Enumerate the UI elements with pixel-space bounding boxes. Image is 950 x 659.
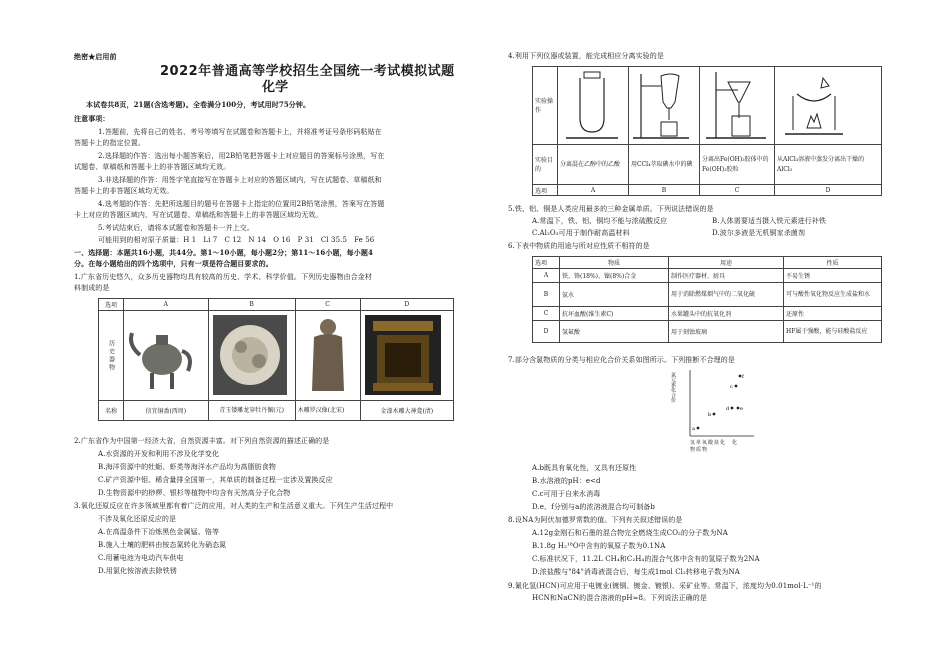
q4-purpose-b: 用CCl₄萃取碘水中的碘 bbox=[629, 145, 700, 185]
exam-info: 本试卷共8页，21题(含选考题)。全卷满分100分，考试用时75分钟。 bbox=[86, 100, 311, 109]
q7-valence-diagram bbox=[668, 366, 758, 460]
q7-option: B.水溶液的pH：e<d bbox=[532, 477, 601, 485]
q8-stem: 8.设NA为阿伏加德罗常数的值。下列有关叙述错误的是 bbox=[508, 516, 683, 524]
q6-head: 选项 bbox=[533, 257, 560, 269]
note-line: 3.非选择题的作答：用签字笔直接写在答题卡上对应的答题区域内，写在试题卷、草稿纸和 bbox=[98, 176, 382, 184]
q6-cell: C bbox=[533, 307, 560, 321]
q4-letter-d: D bbox=[775, 185, 882, 196]
q4-row-operation: 实验操作 bbox=[533, 67, 558, 145]
q4-purpose-d: 从AlCl₃溶液中蒸发分离出干燥的AlCl₃ bbox=[775, 145, 882, 185]
q7-ylabel: 氯元素化合价 bbox=[670, 372, 676, 403]
notes-title: 注意事项： bbox=[74, 114, 110, 123]
artifact-b-image bbox=[208, 311, 295, 401]
q6-head: 物质 bbox=[560, 257, 669, 269]
svg-text:e: e bbox=[740, 406, 743, 412]
q6-table bbox=[532, 256, 882, 343]
q7-xlabel: 氢单氧酸盐化 化物质物 bbox=[690, 440, 739, 453]
q1-head-c: C bbox=[295, 299, 360, 311]
artifact-c-image bbox=[295, 311, 360, 401]
svg-text:b: b bbox=[708, 412, 712, 418]
q4-letter-c: C bbox=[700, 185, 775, 196]
q2-option: B.海洋资源中的牡蛎、虾类等海洋水产品均为高脂肪食物 bbox=[98, 463, 276, 471]
q6-cell: 水果罐头中的抗氧化剂 bbox=[669, 307, 784, 321]
q4-stem: 4.利用下列仪器或装置，能完成相应分离实验的是 bbox=[508, 52, 664, 60]
q6-cell: 用于刻蚀玻璃 bbox=[669, 321, 784, 343]
subject-title: 化学 bbox=[262, 80, 289, 95]
q6-cell: A bbox=[533, 269, 560, 283]
q6-stem: 6.下表中物质的用途与所对应性质不相符的是 bbox=[508, 242, 650, 250]
q7-option: A.b既具有氧化性，又具有还原性 bbox=[532, 464, 637, 472]
q6-cell: 制作医疗器材、厨具 bbox=[669, 269, 784, 283]
note-line: 试题卷、草稿纸和答题卡上的非答题区域均无效。 bbox=[74, 163, 231, 171]
q1-table bbox=[98, 298, 454, 421]
q7-option: C.c可用于自来水消毒 bbox=[532, 490, 601, 498]
q6-head: 用途 bbox=[669, 257, 784, 269]
q1-head-a: A bbox=[124, 299, 209, 311]
q5-option: D.波尔多液是无机铜家杀菌剂 bbox=[712, 229, 805, 237]
note-line: 2.选择题的作答：选出每小题答案后，用2B铅笔把答题卡上对应题目的答案标号涂黑，写在 bbox=[98, 152, 385, 160]
artifact-a-image bbox=[124, 311, 209, 401]
artifact-c-name: 木雕罗汉像(北宋) bbox=[295, 401, 360, 421]
q8-option: B.1.8g H₂¹⁸O中含有的氧原子数为0.1NA bbox=[532, 542, 666, 550]
secret-label: 绝密★启用前 bbox=[74, 52, 117, 61]
note-line: 1.答题前，先将自己的姓名、考号等填写在试题卷和答题卡上，并将准考证号条形码粘贴在 bbox=[98, 128, 382, 136]
q8-option: A.12g金刚石和石墨的混合物完全燃烧生成CO₂的分子数为NA bbox=[532, 529, 728, 537]
svg-text:a: a bbox=[692, 426, 695, 432]
svg-text:f: f bbox=[742, 374, 744, 380]
q6-cell: 不易生锈 bbox=[784, 269, 882, 283]
artifact-d-name: 金漆木雕大神龛(清) bbox=[360, 401, 453, 421]
q6-cell: 可与酸性氧化物反应生成盐和水 bbox=[784, 283, 882, 307]
q6-cell: 氨水 bbox=[560, 283, 669, 307]
q6-cell: 抗坏血酸(维生素C) bbox=[560, 307, 669, 321]
q3-stem-cont: 不涉及氧化还原反应的是 bbox=[98, 515, 177, 523]
q6-cell: D bbox=[533, 321, 560, 343]
q4-row-purpose: 实验目的 bbox=[533, 145, 558, 185]
note-line: 4.选考题的作答：先把所选题目的题号在答题卡上指定的位置用2B铅笔涂黑，答案写在答题 bbox=[98, 200, 385, 208]
q7-option: D.e、f分别与a的浓溶液混合均可制备b bbox=[532, 503, 655, 511]
artifact-b-name: 青玉镂雕龙穿牡丹佩(元) bbox=[208, 401, 295, 421]
q7-stem: 7.部分含氯物质的分类与相应化合价关系如图所示。下列推断不合理的是 bbox=[508, 356, 735, 364]
q1-head-option: 选项 bbox=[99, 299, 124, 311]
q9-stem: 9.氰化氢(HCN)可应用于电镀业(镀铜、镀金、镀银)、采矿业等。常温下，浓度均为0.01mol·L⁻¹的 bbox=[508, 582, 822, 590]
section-heading-cont: 分。在每小题给出的四个选项中，只有一项是符合题目要求的。 bbox=[74, 259, 273, 268]
q5-option: C.Al₂O₃可用于制作耐高温材料 bbox=[532, 229, 630, 237]
q4-letter-a: A bbox=[558, 185, 629, 196]
q6-cell: 铁、铬(18%)、镍(8%)合金 bbox=[560, 269, 669, 283]
q3-option: C.用蓄电池为电动汽车供电 bbox=[98, 554, 184, 562]
q2-option: C.矿产资源中钼、稀含量排全国第一，其单质的制备过程一定涉及置换反应 bbox=[98, 476, 333, 484]
note-line: 答题卡上的指定位置。 bbox=[74, 139, 145, 147]
artifact-d-image bbox=[360, 311, 453, 401]
note-line: 5.考试结束后，请将本试题卷和答题卡一并上交。 bbox=[98, 224, 254, 232]
section-heading: 一、选择题：本题共16小题，共44分。第1～10小题，每小题2分；第11～16小题，每小题4 bbox=[74, 248, 373, 257]
apparatus-c-filtration bbox=[700, 67, 775, 145]
q6-head: 性质 bbox=[784, 257, 882, 269]
q2-option: D.生物资源中的桫椤、银杉等植物中均含有天然高分子化合物 bbox=[98, 489, 291, 497]
q8-option: D.浓盐酸与"84"消毒液混合后，每生成1mol Cl₂转移电子数为NA bbox=[532, 568, 740, 576]
q1-head-b: B bbox=[208, 299, 295, 311]
artifact-a-name: 信宜铜盉(西周) bbox=[124, 401, 209, 421]
q2-option: A.水资源的开发和利用不涉及化学变化 bbox=[98, 450, 220, 458]
apparatus-a-distillation bbox=[558, 67, 629, 145]
q4-table bbox=[532, 66, 882, 196]
note-line: 卡上对应的答题区域内，写在试题卷、草稿纸和答题卡上的非答题区域均无效。 bbox=[74, 211, 323, 219]
q3-option: B.施入土壤的肥料由铵态氮转化为硝态氮 bbox=[98, 541, 227, 549]
q3-stem: 3.氧化还原反应在许多领域里都有着广泛的应用，对人类的生产和生活意义重大。下列生产生活过程中 bbox=[74, 502, 394, 510]
q1-stem-cont: 料制成的是 bbox=[74, 284, 110, 292]
q6-cell: 还原性 bbox=[784, 307, 882, 321]
apparatus-b-separatory-funnel bbox=[629, 67, 700, 145]
svg-text:c: c bbox=[730, 384, 733, 390]
q1-head-d: D bbox=[360, 299, 453, 311]
exam-title: 2022年普通高等学校招生全国统一考试模拟试题 bbox=[160, 64, 455, 79]
q5-option: B.人体需要适当摄入铁元素进行补铁 bbox=[712, 217, 827, 225]
q4-row-option: 选项 bbox=[533, 185, 558, 196]
q5-option: A.常温下，铁、铝、铜均不能与浓硫酸反应 bbox=[532, 217, 668, 225]
q4-purpose-c: 分离出Fe(OH)₃胶体中的Fe(OH)₃胶粒 bbox=[700, 145, 775, 185]
q6-cell: B bbox=[533, 283, 560, 307]
q9-stem-cont: HCN和NaCN的混合溶液的pH≈8。下列说法正确的是 bbox=[532, 594, 707, 602]
q4-purpose-a: 分离混在乙醇中的乙酸 bbox=[558, 145, 629, 185]
q1-stem: 1.广东省历史悠久，众多历史器物均具有较高的历史、学术、科学价值。下列历史器物由合金材 bbox=[74, 273, 372, 281]
q2-stem: 2.广东省作为中国第一经济大省，自然资源丰富。对下列自然资源的描述正确的是 bbox=[74, 437, 330, 445]
q1-name-label: 名称 bbox=[99, 401, 124, 421]
svg-text:d: d bbox=[726, 406, 730, 412]
q6-cell: 氢氟酸 bbox=[560, 321, 669, 343]
q8-option: C.标准状况下，11.2L CH₄和C₂H₄的混合气体中含有的氢原子数为2NA bbox=[532, 555, 760, 563]
q6-cell: 用于消除燃煤烟气中的二氧化硫 bbox=[669, 283, 784, 307]
q5-stem: 5.铁、铝、铜是人类应用最多的三种金属单质。下列说法错误的是 bbox=[508, 205, 714, 213]
q6-cell: HF属于强酸，能与硅酸盐反应 bbox=[784, 321, 882, 343]
q3-option: D.用氯化铵溶液去除铁锈 bbox=[98, 567, 177, 575]
atomic-mass-line: 可能用到的相对原子质量：H 1 Li 7 C 12 N 14 O 16 P 31 Cl 35.5 Fe 56 bbox=[98, 236, 375, 244]
q4-letter-b: B bbox=[629, 185, 700, 196]
note-line: 答题卡上的非答题区域均无效。 bbox=[74, 187, 174, 195]
apparatus-d-evaporation bbox=[775, 67, 882, 145]
q3-option: A.在高温条件下冶炼黑色金属锰、铬等 bbox=[98, 528, 220, 536]
q1-row-label: 历史器物 bbox=[99, 311, 124, 401]
